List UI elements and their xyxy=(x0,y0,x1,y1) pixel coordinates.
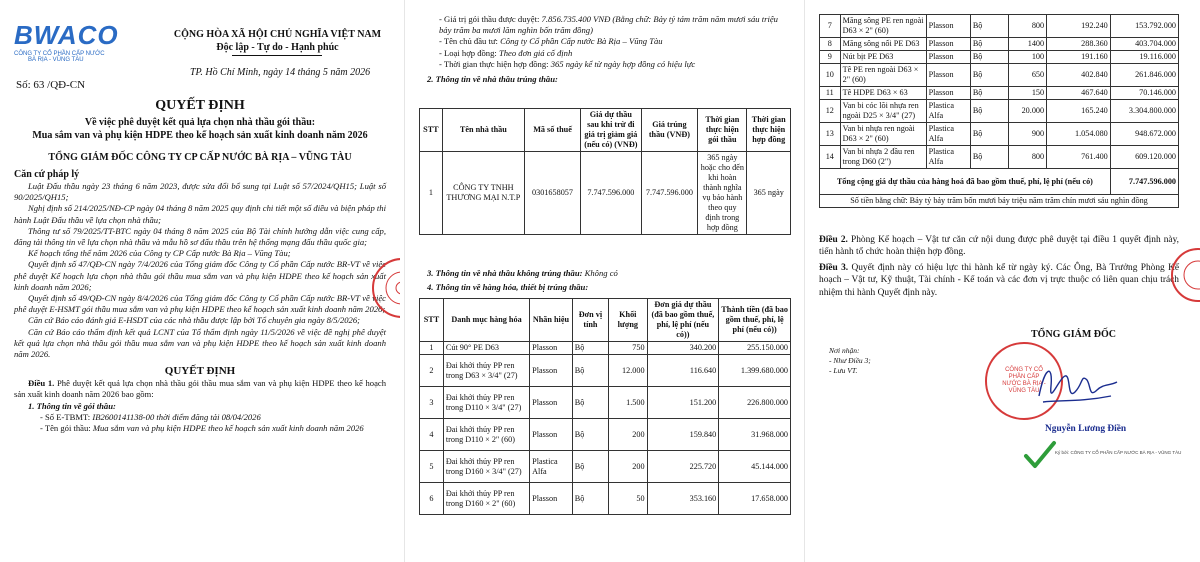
info-label: Loại hợp đồng: xyxy=(444,47,497,58)
cell: Bộ xyxy=(970,146,1008,169)
director-title: TỔNG GIÁM ĐỐC xyxy=(1031,329,1116,340)
cell: 159.840 xyxy=(647,419,719,451)
recipient-item: - Lưu VT. xyxy=(829,366,858,375)
package-info xyxy=(427,14,789,85)
cell: Plasson xyxy=(926,64,970,87)
cell: 1400 xyxy=(1008,38,1046,51)
cell: 50 xyxy=(609,483,647,515)
info-item: - Giá trị gói thầu được duyệt: 7.856.735.400 VNĐ (Bằng chữ: Bảy tỷ tám trăm năm mươi sáu triệu bảy trăm ba mươi lăm nghìn bốn trăm đồng) xyxy=(439,14,778,36)
cell: Bộ xyxy=(970,87,1008,100)
cell: 0301658057 xyxy=(524,152,580,235)
cell: Bộ xyxy=(970,15,1008,38)
th: STT xyxy=(420,109,443,152)
article-2 xyxy=(819,234,1179,259)
th: Mã số thuế xyxy=(524,109,580,152)
doc-subtitle-1: Về việc phê duyệt kết quả lựa chọn nhà thầu gói thầu: xyxy=(84,117,316,128)
total-label: Tổng cộng giá dự thầu của hàng hoá đã bao gồm thuế, phí, lệ phí (nếu có) xyxy=(820,169,1111,195)
cell: 153.792.000 xyxy=(1110,15,1178,38)
section-2: 2. Thông tin về nhà thầu trúng thầu: xyxy=(427,74,558,85)
cell: Đai khởi thủy PP ren trong D63 × 3/4" (27) xyxy=(443,355,529,387)
info-item: - Tên chủ đầu tư: Công ty Cổ phần Cấp nước Bà Rịa – Vũng Tàu xyxy=(439,36,663,47)
info-item: - Loại hợp đồng: Theo đơn giá cố định xyxy=(439,47,573,58)
cell: 900 xyxy=(1008,123,1046,146)
doc-subtitle-2: Mua sắm van và phụ kiện HDPE theo kế hoạch sản xuất kinh doanh năm 2026 xyxy=(32,130,368,141)
cell: 288.360 xyxy=(1047,38,1111,51)
table-row xyxy=(820,51,1179,64)
cell: 100 xyxy=(1008,51,1046,64)
cell: Plasson xyxy=(926,15,970,38)
cell: Plasson xyxy=(926,87,970,100)
legal-heading: Căn cứ pháp lý xyxy=(14,169,80,180)
cell: 200 xyxy=(609,451,647,483)
cell: 800 xyxy=(1008,15,1046,38)
section-3 xyxy=(427,268,789,279)
cell: 1.399.680.000 xyxy=(719,355,791,387)
cell: Bộ xyxy=(572,483,608,515)
table-row xyxy=(820,64,1179,87)
cell: 261.846.000 xyxy=(1110,64,1178,87)
cell: 467.640 xyxy=(1047,87,1111,100)
seal-icon xyxy=(1180,257,1200,293)
cell: Cút 90° PE D63 xyxy=(443,342,529,355)
cell: 7 xyxy=(820,15,841,38)
info-value: IB2600141138-00 thời điểm đăng tải 08/04/2026 xyxy=(92,411,261,422)
article-3-label: Điều 3. xyxy=(819,262,849,273)
cell: Plasson xyxy=(530,342,573,355)
cell: Plastica Alfa xyxy=(530,451,573,483)
article-1-text: Phê duyệt kết quả lựa chọn nhà thầu gói thầu mua sắm van và phụ kiện HDPE theo kế hoạch sản xuất kinh doanh năm 2026 bao gồm: xyxy=(14,378,387,400)
section-1: 1. Thông tin về gói thầu: xyxy=(28,400,116,411)
info-label: Tên chủ đầu tư: xyxy=(443,36,498,47)
table-row xyxy=(820,15,1179,38)
table-row xyxy=(420,342,791,355)
cell: 1 xyxy=(420,152,443,235)
info-value: Theo đơn giá cố định xyxy=(498,47,573,58)
cell: Đai khởi thủy PP ren trong D160 × 3/4" (27) xyxy=(443,451,529,483)
cell: 1.500 xyxy=(609,387,647,419)
cell: 340.200 xyxy=(647,342,719,355)
cell: 12.000 xyxy=(609,355,647,387)
info-item: - Tên gói thầu: Mua sắm van và phụ kiện HDPE theo kế hoạch sản xuất kinh doanh năm 2026 xyxy=(40,423,364,434)
info-value: 7.856.735.400 VNĐ (Bằng chữ: Bảy tỷ tám trăm năm mươi sáu triệu bảy trăm ba mươi lăm nghìn bốn trăm đồng) xyxy=(439,14,778,36)
info-value: 365 ngày kể từ ngày hợp đồng có hiệu lực xyxy=(550,58,696,69)
cell: 165.240 xyxy=(1047,100,1111,123)
article-1 xyxy=(14,378,386,400)
info-value: Mua sắm van và phụ kiện HDPE theo kế hoạch sản xuất kinh doanh năm 2026 xyxy=(92,423,364,434)
cell: 70.146.000 xyxy=(1110,87,1178,100)
digital-signature-text: Ký bởi: CÔNG TY CỔ PHẦN CẤP NƯỚC BÀ RỊA - VŨNG TÀU xyxy=(1055,450,1182,455)
cell: Plastica Alfa xyxy=(926,146,970,169)
table-row xyxy=(420,152,791,235)
goods-table xyxy=(419,298,791,515)
cell: Van bi nhựa ren ngoài D63 × 2" (60) xyxy=(840,123,926,146)
table-row xyxy=(420,355,791,387)
cell: 609.120.000 xyxy=(1110,146,1178,169)
info-label: Tên gói thầu: xyxy=(44,423,91,434)
article-2-label: Điều 2. xyxy=(819,235,848,245)
company-logo xyxy=(14,20,119,63)
cell: Plasson xyxy=(530,419,573,451)
cell: Bộ xyxy=(572,355,608,387)
signer-name: Nguyễn Lương Điền xyxy=(1045,424,1127,434)
cell: Plasson xyxy=(530,387,573,419)
cell: Bộ xyxy=(970,100,1008,123)
legal-item: Thông tư số 79/2025/TT-BTC ngày 04 tháng 8 năm 2025 của Bộ Tài chính hướng dẫn việc cung cấp, đăng tải thông tin về lựa chọn nhà thầu và mẫu hồ sơ đấu thầu trên hệ thống mạng đấu thầu quốc gia; xyxy=(14,225,386,248)
doc-title: QUYẾT ĐỊNH xyxy=(155,98,245,113)
cell: 7.747.596.000 xyxy=(641,152,698,235)
cell: Bộ xyxy=(572,387,608,419)
table-row xyxy=(820,38,1179,51)
table-row xyxy=(820,146,1179,169)
cell: 650 xyxy=(1008,64,1046,87)
legal-item: Nghị định số 214/2025/NĐ-CP ngày 04 tháng 8 năm 2025 quy định chi tiết một số điều và biện pháp thi hành Luật Đấu thầu về lựa chọn nhà thầu; xyxy=(14,203,386,225)
cell: Đai khởi thủy PP ren trong D110 × 2" (60) xyxy=(443,419,529,451)
cell: 19.116.000 xyxy=(1110,51,1178,64)
cell: 353.160 xyxy=(647,483,719,515)
cell: 13 xyxy=(820,123,841,146)
decide-heading: QUYẾT ĐỊNH xyxy=(164,365,236,378)
cell: Van bi cóc lõi nhựa ren ngoài D25 × 3/4" (27) xyxy=(840,100,926,123)
cell: 7.747.596.000 xyxy=(581,152,641,235)
cell: 800 xyxy=(1008,146,1046,169)
logo-sub2: BÀ RỊA - VŨNG TÀU xyxy=(28,57,84,63)
cell: 948.672.000 xyxy=(1110,123,1178,146)
cell: 116.640 xyxy=(647,355,719,387)
cell: Bộ xyxy=(572,342,608,355)
cell: Plasson xyxy=(530,483,573,515)
th: Đơn giá dự thầu (đã bao gồm thuế, phí, lệ phí (nếu có)) xyxy=(647,299,719,342)
cell: Van bi nhựa 2 đầu ren trong D60 (2") xyxy=(840,146,926,169)
cell: 17.658.000 xyxy=(719,483,791,515)
cell: Bộ xyxy=(970,38,1008,51)
cell: 45.144.000 xyxy=(719,451,791,483)
page-1 xyxy=(0,0,400,562)
cell: 6 xyxy=(420,483,444,515)
articles xyxy=(819,234,1179,299)
cell: Plastica Alfa xyxy=(926,123,970,146)
table-header-row xyxy=(420,109,791,152)
cell: 10 xyxy=(820,64,841,87)
cell: 4 xyxy=(420,419,444,451)
cell: 191.160 xyxy=(1047,51,1111,64)
recipients-label: Nơi nhận: xyxy=(829,346,860,355)
info-item: - Số E-TBMT: IB2600141138-00 thời điểm đăng tải 08/04/2026 xyxy=(40,411,261,422)
info-label: Giá trị gói thầu được duyệt: xyxy=(444,14,540,24)
words-row xyxy=(820,195,1179,208)
th: Đơn vị tính xyxy=(572,299,608,342)
legal-item: Căn cứ Báo cáo đánh giá E-HSDT của các nhà thầu được lập bởi Tổ chuyên gia ngày 8/5/2026; xyxy=(28,315,361,326)
winner-table xyxy=(419,108,791,235)
cell: Plasson xyxy=(530,355,573,387)
section-3-label: 3. Thông tin về nhà thầu không trúng thầu: xyxy=(427,268,583,278)
authority: TỔNG GIÁM ĐỐC CÔNG TY CP CẤP NƯỚC BÀ RỊA – VŨNG TÀU xyxy=(48,152,352,163)
legal-item: Quyết định số 49/QĐ-CN ngày 8/4/2026 của Tổng giám đốc Công ty Cổ phần Cấp nước BR-VT về việc phê duyệt E-HSMT gói thầu mua sắm van và phụ kiện HDPE theo kế hoạch sản xuất kinh doanh năm 2026; xyxy=(14,293,386,315)
info-label: Thời gian thực hiện hợp đồng: xyxy=(443,58,549,69)
legal-item: Quyết định số 47/QĐ-CN ngày 7/4/2026 của Tổng giám đốc Công ty Cổ phần Cấp nước BR-VT về việc phê duyệt Kế hoạch lựa chọn nhà thầu gói thầu mua sắm van và phụ kiện HDPE theo kế hoạch sản xuất kinh doanh năm 2026; xyxy=(14,259,386,292)
article-2-text: Phòng Kế hoạch – Vật tư căn cứ nội dung được phê duyệt tại điều 1 quyết định này, tiến hành tổ chức hoàn thiện hợp đồng. xyxy=(819,235,1180,258)
page-3 xyxy=(804,0,1200,562)
article-3-text: Quyết định này có hiệu lực thi hành kể từ ngày ký. Các Ông, Bà Trưởng Phòng Kế hoạch – Vật tư, Kỹ thuật, Tài chính - Kế toán và các đơn vị trực thuộc có liên quan chịu trách nhiệm thi hành Quyết định này. xyxy=(819,262,1179,298)
cell: 365 ngày hoặc cho đến khi hoàn thành nghĩa vụ bảo hành theo quy định trong hợp đồng xyxy=(698,152,747,235)
th: Thời gian thực hiện hợp đồng xyxy=(747,109,791,152)
info-value: Công ty Cổ phần Cấp nước Bà Rịa – Vũng Tàu xyxy=(500,36,663,47)
info-item: - Thời gian thực hiện hợp đồng: 365 ngày kể từ ngày hợp đồng có hiệu lực xyxy=(439,58,696,69)
recipient-item: - Như Điều 3; xyxy=(829,356,871,365)
cell: 12 xyxy=(820,100,841,123)
cell: CÔNG TY TNHH THƯƠNG MẠI N.T.P xyxy=(442,152,524,235)
th: Danh mục hàng hóa xyxy=(443,299,529,342)
cell: 761.400 xyxy=(1047,146,1111,169)
cell: 1.054.080 xyxy=(1047,123,1111,146)
motto: Độc lập - Tự do - Hạnh phúc xyxy=(216,42,339,53)
total-row xyxy=(820,169,1179,195)
page-2 xyxy=(404,0,801,562)
cell: 365 ngày xyxy=(747,152,791,235)
cell: 151.200 xyxy=(647,387,719,419)
legal-item: Kế hoạch tổng thể năm 2026 của Công ty CP Cấp nước Bà Rịa – Vũng Tàu; xyxy=(28,248,291,259)
cell: Tê HDPE D63 × 63 xyxy=(840,87,926,100)
article-3 xyxy=(819,262,1179,299)
decision-number: Số: 63 /QĐ-CN xyxy=(16,79,86,91)
cell: Bộ xyxy=(970,64,1008,87)
th: STT xyxy=(420,299,444,342)
th: Thành tiền (đã bao gồm thuế, phí, lệ phí (nếu có)) xyxy=(719,299,791,342)
cell: 226.800.000 xyxy=(719,387,791,419)
th: Giá trúng thầu (VNĐ) xyxy=(641,109,698,152)
cell: 750 xyxy=(609,342,647,355)
table-row xyxy=(420,419,791,451)
cell: 8 xyxy=(820,38,841,51)
th: Giá dự thầu sau khi trừ đi giá trị giảm giá (nếu có) (VNĐ) xyxy=(581,109,641,152)
cell: 14 xyxy=(820,146,841,169)
cell: 402.840 xyxy=(1047,64,1111,87)
table-row xyxy=(820,100,1179,123)
cell: 3.304.800.000 xyxy=(1110,100,1178,123)
info-label: Số E-TBMT: xyxy=(45,411,91,422)
cell: 225.720 xyxy=(647,451,719,483)
motto-underline xyxy=(232,55,322,56)
cell: Plasson xyxy=(926,38,970,51)
section-4: 4. Thông tin về hàng hóa, thiết bị trúng thầu: xyxy=(427,282,589,292)
table-row xyxy=(420,387,791,419)
seal-icon xyxy=(382,268,400,308)
table-header-row xyxy=(420,299,791,342)
section-3-value: Không có xyxy=(584,268,618,278)
cell: Plastica Alfa xyxy=(926,100,970,123)
legal-item: Căn cứ Báo cáo thẩm định kết quả LCNT của Tổ thẩm định ngày 11/5/2026 về việc đề nghị phê duyệt kết quả lựa chọn nhà thầu gói thầu mua sắm van và phụ kiện HDPE theo kế hoạch sản xuất kinh doanh năm 2026. xyxy=(14,326,386,360)
cell: 3 xyxy=(420,387,444,419)
amount-in-words: Số tiền bằng chữ: Bảy tỷ bảy trăm bốn mươi bảy triệu năm trăm chín mươi sáu nghìn đồng xyxy=(820,195,1179,208)
cell: Nút bịt PE D63 xyxy=(840,51,926,64)
cell: Bộ xyxy=(572,419,608,451)
cell: 5 xyxy=(420,451,444,483)
cell: 150 xyxy=(1008,87,1046,100)
article-1-label: Điều 1. xyxy=(28,378,55,389)
cell: 1 xyxy=(420,342,444,355)
checkmark-icon xyxy=(1023,440,1057,470)
table-row xyxy=(820,87,1179,100)
table-row xyxy=(820,123,1179,146)
cell: 255.150.000 xyxy=(719,342,791,355)
cell: Bộ xyxy=(970,123,1008,146)
legal-basis xyxy=(14,168,386,434)
logo-sub1: CÔNG TY CỔ PHẦN CẤP NƯỚC xyxy=(14,51,105,57)
cell: Măng sông PE ren ngoài D63 × 2" (60) xyxy=(840,15,926,38)
nation-header: CỘNG HÒA XÃ HỘI CHỦ NGHĨA VIỆT NAM xyxy=(173,29,382,40)
signature-icon xyxy=(1031,356,1121,416)
cell: 2 xyxy=(420,355,444,387)
stamp-text: CÔNG TY CỔ PHẦN CẤP NƯỚC BÀ RỊA - VŨNG TÀU xyxy=(1002,367,1046,394)
th: Nhãn hiệu xyxy=(530,299,573,342)
cell: 11 xyxy=(820,87,841,100)
cell: 192.240 xyxy=(1047,15,1111,38)
recipients xyxy=(829,346,871,376)
table-row xyxy=(420,483,791,515)
date-line: TP. Hồ Chí Minh, ngày 14 tháng 5 năm 2026 xyxy=(190,67,371,78)
table-row xyxy=(420,451,791,483)
th: Thời gian thực hiện gói thầu xyxy=(698,109,747,152)
goods-table-continued xyxy=(819,14,1179,208)
cell: Đai khởi thủy PP ren trong D160 × 2" (60) xyxy=(443,483,529,515)
legal-item: Luật Đấu thầu ngày 23 tháng 6 năm 2023, được sửa đổi bổ sung tại Luật số 57/2024/QH15; Luật số 90/2025/QH15; xyxy=(14,181,386,203)
total-value: 7.747.596.000 xyxy=(1110,169,1178,195)
cell: Bộ xyxy=(572,451,608,483)
cell: 9 xyxy=(820,51,841,64)
cell: Đai khởi thủy PP ren trong D110 × 3/4" (27) xyxy=(443,387,529,419)
cell: Plasson xyxy=(926,51,970,64)
cell: 20.000 xyxy=(1008,100,1046,123)
cell: Tê PE ren ngoài D63 × 2" (60) xyxy=(840,64,926,87)
th: Tên nhà thầu xyxy=(442,109,524,152)
cell: 31.968.000 xyxy=(719,419,791,451)
logo-text: BWACO xyxy=(14,20,119,50)
cell: 200 xyxy=(609,419,647,451)
th: Khối lượng xyxy=(609,299,647,342)
cell: 403.704.000 xyxy=(1110,38,1178,51)
cell: Bộ xyxy=(970,51,1008,64)
cell: Măng sông nối PE D63 xyxy=(840,38,926,51)
